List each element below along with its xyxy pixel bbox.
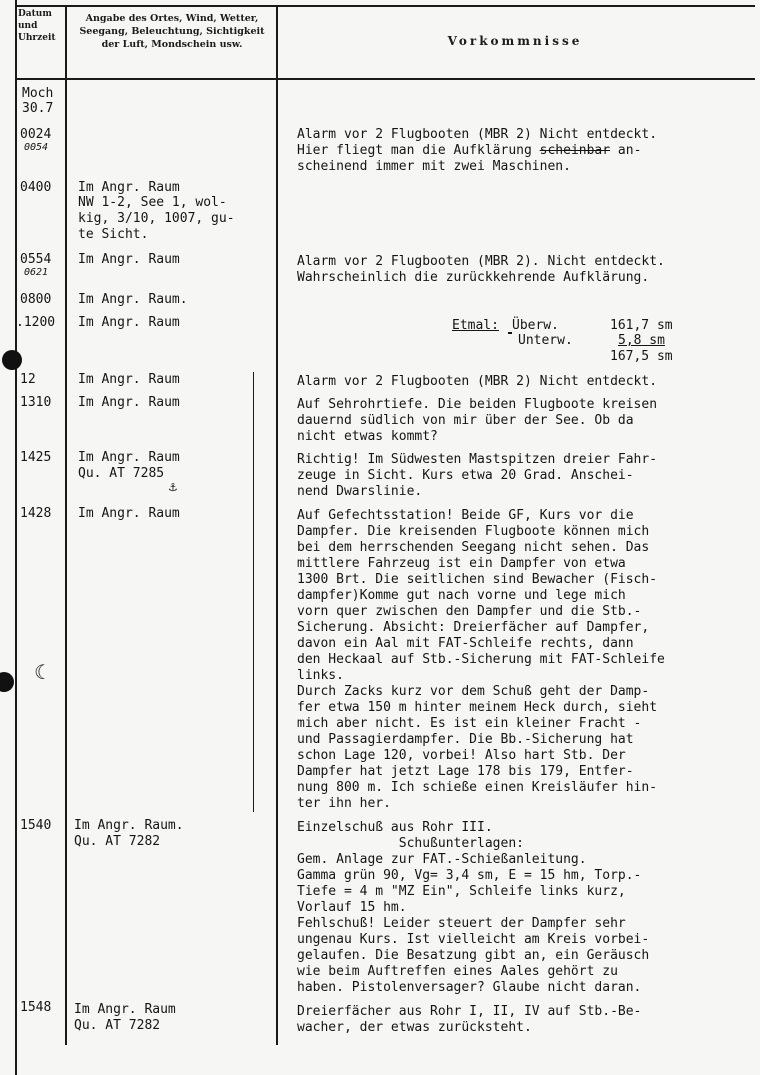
inner-place-divider <box>253 372 254 812</box>
entry-event-line: nend Dwarslinie. <box>297 484 423 499</box>
entry-event-line: 1300 Brt. Die seitlichen sind Bewacher (Fisch- <box>297 572 658 587</box>
time-column-divider <box>65 5 67 1045</box>
header-top-line <box>15 5 755 7</box>
entry-time: 1310 <box>20 395 52 410</box>
punch-hole-upper <box>2 350 22 370</box>
left-border-line <box>15 0 17 1075</box>
entry-event-line: dauernd südlich von mir über der See. Ob da <box>297 413 634 428</box>
entry-time: 1548 <box>20 1000 52 1015</box>
entry-place-line: NW 1-2, See 1, wol- <box>78 195 227 210</box>
entry-event-line: Dreierfächer aus Rohr I, II, IV auf Stb.-Be- <box>297 1004 642 1019</box>
header-place-line-1: Angabe des Ortes, Wind, Wetter, <box>85 13 259 24</box>
header-place-line-2: Seegang, Beleuchtung, Sichtigkeit <box>79 26 265 37</box>
entry-time-note: 0621 <box>24 267 49 278</box>
entry-event-line: Gamma grün 90, Vg= 3,4 sm, E = 15 hm, Torp.- <box>297 868 642 883</box>
place-column-divider <box>276 5 278 1045</box>
entry-time: 0024 <box>20 127 52 142</box>
entry-event-line: nicht etwas kommt? <box>297 429 438 444</box>
date-day: Moch <box>22 86 54 101</box>
entry-event-line: davon ein Aal mit FAT-Schleife rechts, dann <box>297 636 634 651</box>
entry-event-line: links. <box>297 668 344 683</box>
anchor-icon: ⚓ <box>168 481 178 494</box>
entry-event-line: Schußunterlagen: <box>297 836 524 851</box>
date-value: 30.7 <box>22 101 54 116</box>
entry-event-line: Hier fliegt man die Aufklärung scheinbar an- <box>297 143 642 158</box>
entry-event-line: und Passagierdampfer. Die Bb.-Sicherung hat <box>297 732 634 747</box>
entry-event-line: mittlere Fahrzeug ist ein Dampfer von etwa <box>297 556 626 571</box>
entry-place-line: Im Angr. Raum <box>78 252 180 267</box>
entry-place-line: Im Angr. Raum <box>74 1002 176 1017</box>
entry-time: 1540 <box>20 818 52 833</box>
entry-event-line: Alarm vor 2 Flugbooten (MBR 2) Nicht entdeckt. <box>297 374 658 389</box>
entry-event-line: bei dem herrschenden Seegang nicht sehen. Das <box>297 540 650 555</box>
entry-place-line: Im Angr. Raum <box>78 372 180 387</box>
header-time-line-3: Uhrzeit <box>18 33 56 43</box>
entry-time: 0554 <box>20 252 52 267</box>
entry-event-line: Durch Zacks kurz vor dem Schuß geht der Damp- <box>297 684 650 699</box>
entry-event-line: Dampfer hat jetzt Lage 178 bis 179, Entfer- <box>297 764 634 779</box>
entry-place-line: te Sicht. <box>78 227 149 242</box>
header-time <box>18 8 66 44</box>
entry-event-line: vorn quer zwischen den Dampfer und die Stb.- <box>297 604 642 619</box>
header-bottom-line <box>15 78 755 80</box>
entry-time: 12 <box>20 372 36 387</box>
etmal-overwater-value: 161,7 sm <box>610 318 673 333</box>
entry-time: .1200 <box>16 315 56 330</box>
entry-event-line: Vorlauf 15 hm. <box>297 900 407 915</box>
entry-place-line: Im Angr. Raum <box>78 315 180 330</box>
entry-event-line: schon Lage 120, vorbei! Also hart Stb. Der <box>297 748 626 763</box>
header-place <box>68 12 276 51</box>
entry-event-line: Alarm vor 2 Flugbooten (MBR 2). Nicht entdeckt. <box>297 254 665 269</box>
entry-event-line: Gem. Anlage zur FAT.-Schießanleitung. <box>297 852 587 867</box>
header-time-line-2: und <box>18 21 38 31</box>
entry-time: 0400 <box>20 180 52 195</box>
etmal-overwater-name: Überw. <box>512 318 559 333</box>
etmal-total-value: 167,5 sm <box>610 349 673 364</box>
entry-time-note: 0054 <box>24 142 49 153</box>
entry-place-line: Qu. AT 7285 <box>78 466 165 481</box>
entry-place-line: Im Angr. Raum <box>78 180 180 195</box>
header-time-line-1: Datum <box>18 9 52 19</box>
entry-event-line: wacher, der etwas zurücksteht. <box>297 1020 532 1035</box>
entry-event-line: ter ihn her. <box>297 796 391 811</box>
entry-place-line: Im Angr. Raum <box>78 450 180 465</box>
etmal-underline <box>508 332 512 334</box>
entry-event-line: Auf Gefechtsstation! Beide GF, Kurs vor die <box>297 508 634 523</box>
header-events: Vorkommnisse <box>447 34 583 48</box>
entry-event-line: gelaufen. Die Besatzung gibt an, ein Geräusch <box>297 948 650 963</box>
entry-place-line: Im Angr. Raum. <box>74 818 184 833</box>
entry-place-line: Im Angr. Raum <box>78 395 180 410</box>
entry-event-line: ungenau Kurs. Ist vielleicht am Kreis vorbei- <box>297 932 650 947</box>
entry-event-line: haben. Pistolenversager? Glaube nicht daran. <box>297 980 642 995</box>
entry-time: 1428 <box>20 506 52 521</box>
entry-place-line: Qu. AT 7282 <box>74 1018 161 1033</box>
entry-event-line: Tiefe = 4 m "MZ Ein", Schleife links kurz, <box>297 884 626 899</box>
entry-place-line: kig, 3/10, 1007, gu- <box>78 211 235 226</box>
entry-event-line: dampfer)Komme gut nach vorne und lege mich <box>297 588 626 603</box>
entry-event-line: Fehlschuß! Leider steuert der Dampfer sehr <box>297 916 626 931</box>
entry-event-line: Einzelschuß aus Rohr III. <box>297 820 493 835</box>
entry-event-line: mich aber nicht. Es ist ein kleiner Fracht - <box>297 716 642 731</box>
entry-event-line: Richtig! Im Südwesten Mastspitzen dreier Fahr- <box>297 452 658 467</box>
entry-place-line: Qu. AT 7282 <box>74 834 161 849</box>
header-place-line-3: der Luft, Mondschein usw. <box>101 39 243 50</box>
punch-hole-lower <box>0 672 14 692</box>
etmal-label: Etmal: <box>452 318 499 333</box>
entry-event-line: fer etwa 150 m hinter meinem Heck durch, sieht <box>297 700 658 715</box>
entry-event-line: wie beim Auftreffen eines Aales gehört zu <box>297 964 618 979</box>
entry-event-line: Alarm vor 2 Flugbooten (MBR 2) Nicht entdeckt. <box>297 127 658 142</box>
crescent-mark: ☾ <box>34 660 52 684</box>
etmal-underwater-name: Unterw. <box>518 333 573 348</box>
struck-word: scheinbar <box>539 143 611 158</box>
entry-event-line: nung 800 m. Ich schieße einen Kreisläufer hin- <box>297 780 658 795</box>
entry-event-line: Dampfer. Die kreisenden Flugboote können mich <box>297 524 650 539</box>
entry-event-line: Wahrscheinlich die zurückkehrende Aufklärung. <box>297 270 650 285</box>
entry-event-line: Auf Sehrohrtiefe. Die beiden Flugboote kreisen <box>297 397 658 412</box>
etmal-underwater-value: 5,8 sm <box>618 333 665 348</box>
entry-time: 1425 <box>20 450 52 465</box>
entry-event-line: zeuge in Sicht. Kurs etwa 20 Grad. Anschei- <box>297 468 634 483</box>
entry-place-line: Im Angr. Raum. <box>78 292 188 307</box>
entry-place-line: Im Angr. Raum <box>78 506 180 521</box>
entry-event-line: Sicherung. Absicht: Dreierfächer auf Dampfer, <box>297 620 650 635</box>
entry-event-line: scheinend immer mit zwei Maschinen. <box>297 159 571 174</box>
entry-time: 0800 <box>20 292 52 307</box>
entry-event-line: den Heckaal auf Stb.-Sicherung mit FAT-Schleife <box>297 652 665 667</box>
